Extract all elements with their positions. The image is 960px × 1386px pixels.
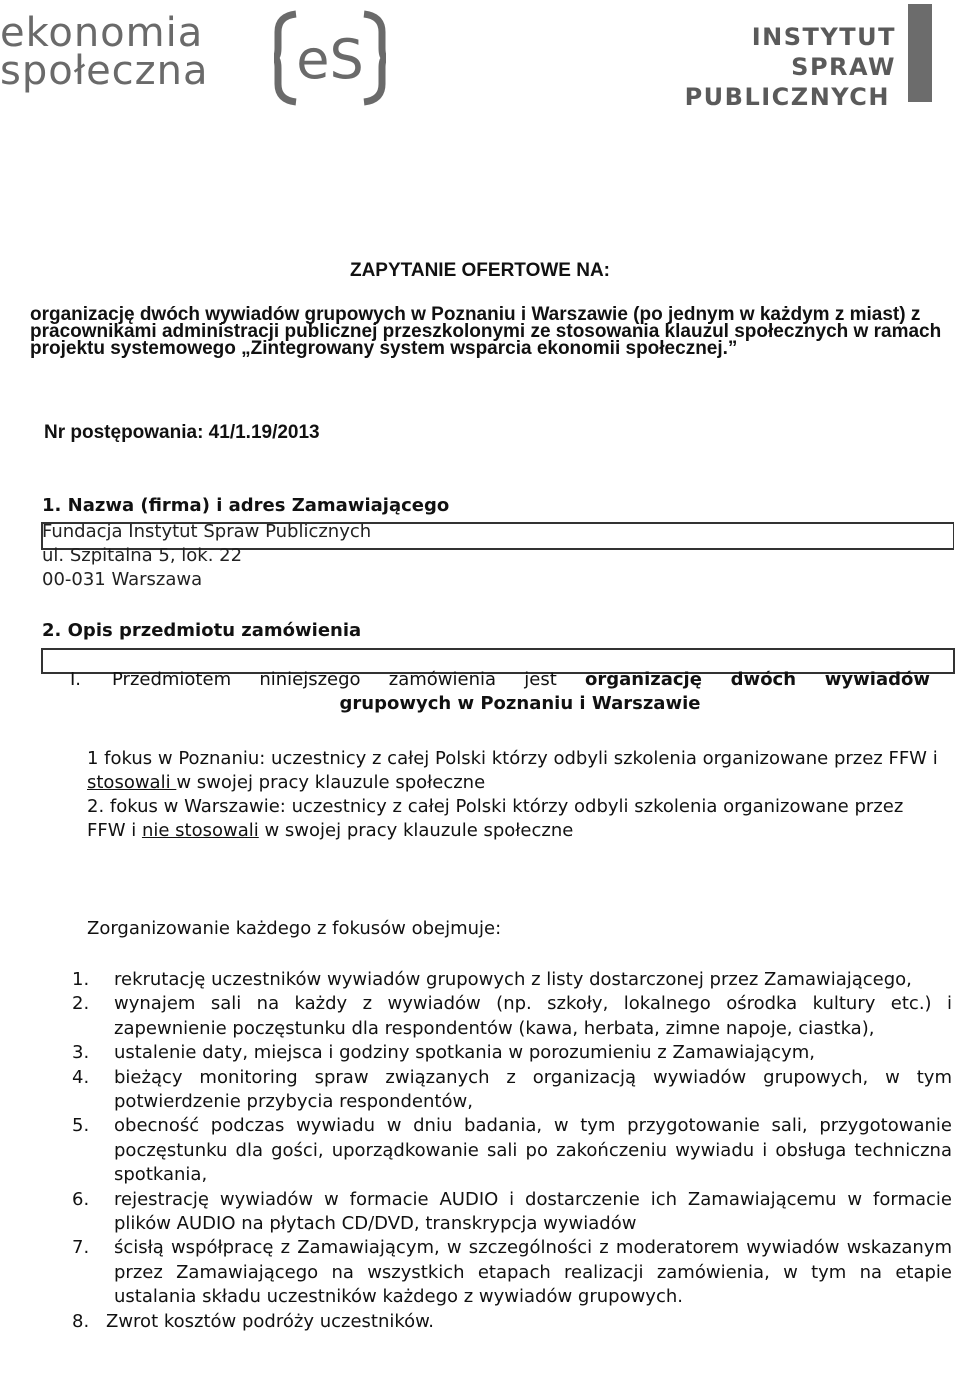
procedure-number: Nr postępowania: 41/1.19/2013	[44, 422, 320, 443]
focus-groups	[87, 747, 947, 843]
logo-left-line1: ekonomia	[0, 10, 204, 56]
intro-bold1: organizację dwóch wywiadów	[584, 669, 930, 690]
intro-text: Przedmiotem niniejszego zamówienia jest	[112, 669, 557, 690]
es-logo-mark	[274, 8, 386, 108]
list-item: 7. ścisłą współpracę z Zamawiającym, w szczególności z moderatorem wywiadów wskazanym przez Zamawiającego na wszystkich etapach realizacji zamówienia, w tym na etapie ustalania składu uczestników każdego z wywiadów grupowych.	[72, 1237, 952, 1308]
document-subject: organizację dwóch wywiadów grupowych w Poznaniu i Warszawie (po jednym w każdym z miast) z pracownikami administracji publicznej przeszkolonymi ze stosowania klauzul społecznych w ramach projektu systemowego „Zintegrowany system wsparcia ekonomii społecznej.”	[30, 304, 942, 359]
logo-left-line2: społeczna	[0, 48, 209, 94]
subject-intro	[70, 668, 930, 716]
focus-warszawa: 2. fokus w Warszawie: uczestnicy z całej Polski którzy odbyli szkolenia organizowane przez FFW i nie stosowali w swojej pracy klauzule społeczne	[87, 796, 904, 841]
section1-heading: 1. Nazwa (firma) i adres Zamawiającego	[42, 495, 450, 516]
isp-logo-bar	[908, 4, 932, 102]
list-item: 1. rekrutację uczestników wywiadów grupowych z listy dostarczonej przez Zamawiającego,	[72, 969, 912, 990]
intro-bold2: grupowych w Poznaniu i Warszawie	[339, 693, 701, 714]
list-item: 2. wynajem sali na każdy z wywiadów (np. szkoły, lokalnego ośrodka kultury etc.) i zapewnienie poczęstunku dla respondentów (kawa, herbata, zimne napoje, ciastka),	[72, 993, 952, 1039]
list-item: 6. rejestrację wywiadów w formacie AUDIO i dostarczenie ich Zamawiającemu w formacie plików AUDIO na płytach CD/DVD, transkrypcja wywiadów	[72, 1188, 952, 1235]
focus-poznan: 1 fokus w Poznaniu: uczestnicy z całej Polski którzy odbyli szkolenia organizowane przez FFW i stosowali w swojej pracy klauzule społeczne	[87, 748, 938, 793]
isp-logo	[672, 22, 896, 112]
intro-number: I.	[70, 669, 82, 690]
contracting-authority-address	[42, 520, 371, 592]
logo-right-line2: PUBLICZNYCH	[684, 83, 890, 111]
address-line1: Fundacja Instytut Spraw Publicznych	[42, 521, 372, 542]
logo-mark-text: eS	[296, 28, 364, 91]
address-line3: 00-031 Warszawa	[42, 569, 203, 590]
list-item: 5. obecność podczas wywiadu w dniu badania, w tym przygotowanie sali, przygotowanie poczęstunku dla gości, uporządkowanie sali po zakończeniu wywiadu i obsługa techniczna spotkania,	[72, 1115, 952, 1186]
list-item: 4. bieżący monitoring spraw związanych z organizacją wywiadów grupowych, w tym potwierdzenie przybycia respondentów,	[72, 1066, 952, 1113]
list-item: 8. Zwrot kosztów podróży uczestników.	[72, 1310, 434, 1332]
document-title: ZAPYTANIE OFERTOWE NA:	[349, 260, 611, 281]
organization-heading: Zorganizowanie każdego z fokusów obejmuje:	[87, 918, 502, 939]
address-line2: ul. Szpitalna 5, lok. 22	[42, 545, 243, 566]
ekonomia-spoleczna-logo	[0, 10, 209, 94]
task-list	[72, 968, 952, 1334]
logo-right-line1: INSTYTUT SPRAW	[751, 23, 896, 81]
list-item: 3. ustalenie daty, miejsca i godziny spotkania w porozumieniu z Zamawiającym,	[72, 1042, 815, 1064]
section2-heading: 2. Opis przedmiotu zamówienia	[42, 620, 362, 641]
